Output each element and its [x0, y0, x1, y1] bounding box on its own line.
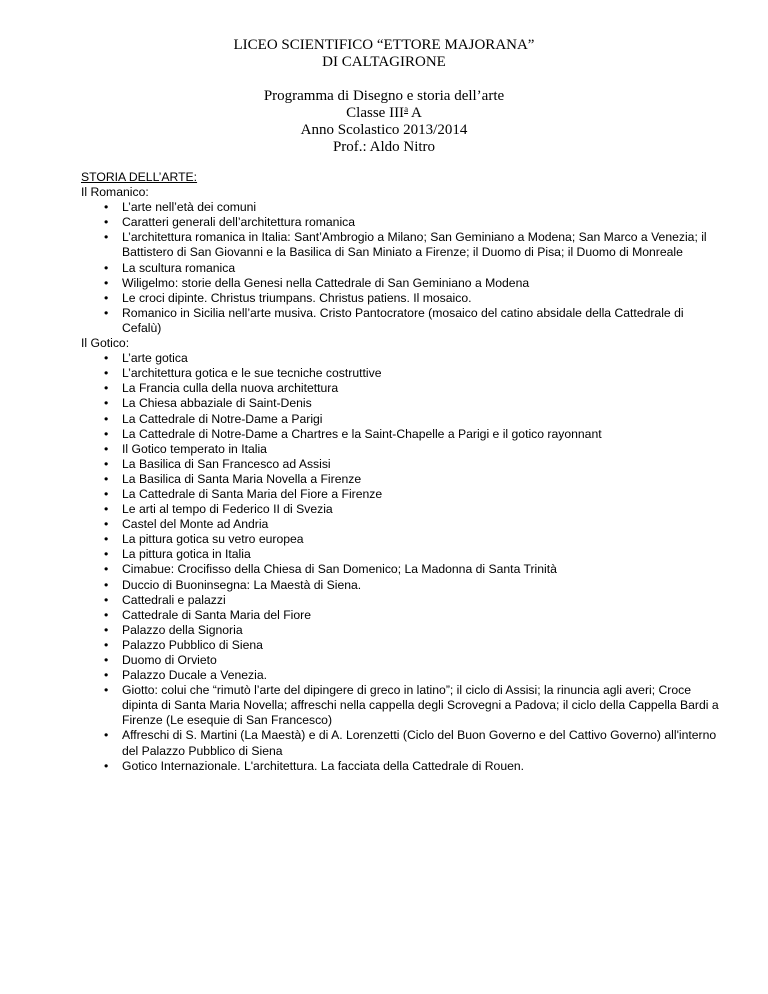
group-title: Il Gotico:	[81, 336, 130, 351]
bullet-icon: •	[104, 607, 109, 622]
topic-text: L’arte gotica	[122, 351, 188, 366]
bullet-icon: •	[104, 517, 109, 532]
topic-text: La Francia culla della nuova architettura	[122, 381, 339, 396]
bullet-icon: •	[104, 486, 109, 501]
bullet-icon: •	[104, 456, 109, 471]
bullet-icon: •	[104, 758, 109, 773]
bullet-icon: •	[104, 305, 109, 320]
topic-text: L’architettura romanica in Italia: Sant’Ambrogio a Milano; San Geminiano a Modena; San Marco a Venezia; il Battistero di San Giovanni e la Basilica di San Miniato a Firenze; il Duomo di Pisa; il Duomo di Monreale	[122, 230, 707, 260]
topic-list-item	[104, 502, 721, 517]
topic-list	[81, 351, 721, 774]
topic-text: La Basilica di San Francesco ad Assisi	[122, 456, 331, 471]
topic-list-item	[104, 577, 721, 593]
bullet-icon: •	[104, 381, 109, 396]
topic-list-item	[104, 728, 721, 758]
topic-list-item	[104, 607, 721, 623]
program-title: Programma di Disegno e storia dell’arte	[263, 88, 505, 104]
topic-list-item	[104, 215, 721, 230]
bullet-icon: •	[104, 396, 109, 411]
school-name-line1: LICEO SCIENTIFICO “ETTORE MAJORANA”	[233, 37, 535, 53]
topic-list-item	[104, 758, 721, 774]
bullet-icon: •	[104, 547, 109, 562]
bullet-icon: •	[104, 351, 109, 366]
bullet-icon: •	[104, 260, 109, 275]
topic-list-item	[104, 351, 721, 366]
bullet-icon: •	[104, 683, 109, 698]
topic-list-item	[104, 411, 721, 427]
topic-text: Palazzo Ducale a Venezia.	[122, 668, 267, 683]
topic-text: Palazzo Pubblico di Siena	[122, 637, 263, 652]
bullet-icon: •	[104, 426, 109, 441]
topic-text: La Cattedrale di Santa Maria del Fiore a Firenze	[122, 486, 383, 501]
topic-list-item	[104, 562, 721, 577]
bullet-icon: •	[104, 290, 109, 305]
document-body	[81, 170, 721, 774]
topic-text: Le croci dipinte. Christus triumpans. Christus patiens. Il mosaico.	[122, 290, 472, 305]
school-year: Anno Scolastico 2013/2014	[300, 122, 468, 138]
bullet-icon: •	[104, 577, 109, 592]
topic-text: La Cattedrale di Notre-Dame a Parigi	[122, 411, 323, 426]
topic-groups	[81, 185, 721, 774]
topic-list	[81, 200, 721, 336]
class-line	[0, 105, 768, 122]
bullet-icon: •	[104, 441, 109, 456]
topic-list-item	[104, 456, 721, 472]
topic-list-item	[104, 471, 721, 487]
topic-text: La Chiesa abbaziale di Saint-Denis	[122, 396, 312, 411]
topic-text: L’arte nell’età dei comuni	[122, 200, 257, 215]
topic-text: Wiligelmo: storie della Genesi nella Cattedrale di San Geminiano a Modena	[122, 275, 530, 290]
class-suffix: A	[408, 105, 422, 121]
topic-text: Cimabue: Crocifisso della Chiesa di San Domenico; La Madonna di Santa Trinità	[122, 562, 557, 577]
topic-list-item	[104, 200, 721, 215]
topic-list-item	[104, 366, 721, 381]
topic-list-item	[104, 381, 721, 396]
teacher-name: Prof.: Aldo Nitro	[332, 139, 436, 155]
topic-list-item	[104, 532, 721, 547]
class-prefix: Classe III	[346, 105, 405, 121]
topic-list-item	[104, 290, 721, 306]
topic-text: Cattedrale di Santa Maria del Fiore	[122, 607, 312, 622]
topic-list-item	[104, 426, 721, 442]
topic-text: Le arti al tempo di Federico II di Svezia	[122, 502, 333, 517]
topic-list-item	[104, 305, 721, 336]
topic-list-item	[104, 592, 721, 608]
topic-list-item	[104, 683, 721, 728]
topic-list-item	[104, 622, 721, 638]
group-title: Il Romanico:	[81, 185, 149, 200]
bullet-icon: •	[104, 637, 109, 652]
bullet-icon: •	[104, 653, 109, 667]
topic-text: La Basilica di Santa Maria Novella a Firenze	[122, 471, 362, 486]
bullet-icon: •	[104, 215, 109, 230]
bullet-icon: •	[104, 411, 109, 426]
bullet-icon: •	[104, 366, 109, 381]
topic-list-item	[104, 517, 721, 532]
topic-text: Duomo di Orvieto	[122, 653, 217, 667]
topic-text: Duccio di Buoninsegna: La Maestà di Siena.	[122, 577, 362, 592]
section-title: STORIA DELL’ARTE:	[81, 170, 198, 184]
bullet-icon: •	[104, 502, 109, 517]
topic-text: Cattedrali e palazzi	[122, 592, 226, 607]
topic-list-item	[104, 441, 721, 457]
document-header	[0, 37, 768, 156]
topic-list-item	[104, 547, 721, 562]
bullet-icon: •	[104, 200, 109, 215]
topic-list-item	[104, 668, 721, 683]
topic-text: Giotto: colui che “rimutò l’arte del dipingere di greco in latino”; il ciclo di Assisi; la rinuncia agli averi; Croce dipinta di Santa Maria Novella; affreschi nella cappella degli Scrovegni a Padova; il ciclo della Cappella Bardi a Firenze (Le esequie di San Francesco)	[122, 683, 719, 728]
bullet-icon: •	[104, 275, 109, 290]
topic-list-item	[104, 653, 721, 668]
bullet-icon: •	[104, 728, 109, 743]
bullet-icon: •	[104, 471, 109, 486]
topic-text: La pittura gotica su vetro europea	[122, 532, 304, 547]
topic-list-item	[104, 486, 721, 502]
topic-text: Romanico in Sicilia nell’arte musiva. Cristo Pantocratore (mosaico del catino absidale della Cattedrale di Cefalù)	[122, 305, 684, 335]
bullet-icon: •	[104, 592, 109, 607]
topic-text: Il Gotico temperato in Italia	[122, 441, 267, 456]
class-superscript: a	[404, 104, 409, 114]
topic-list-item	[104, 637, 721, 653]
topic-list-item	[104, 275, 721, 291]
bullet-icon: •	[104, 562, 109, 577]
bullet-icon: •	[104, 668, 109, 683]
school-name-line2: DI CALTAGIRONE	[322, 54, 446, 70]
topic-text: L’architettura gotica e le sue tecniche costruttive	[122, 366, 382, 381]
topic-text: La Cattedrale di Notre-Dame a Chartres e la Saint-Chapelle a Parigi e il gotico rayonnant	[122, 426, 602, 441]
topic-text: La scultura romanica	[122, 260, 236, 275]
topic-list-item	[104, 230, 721, 260]
topic-text: Affreschi di S. Martini (La Maestà) e di A. Lorenzetti (Ciclo del Buon Governo e del Cattivo Governo) all'interno del Palazzo Pubblico di Siena	[122, 728, 717, 758]
topic-text: Palazzo della Signoria	[122, 622, 243, 637]
bullet-icon: •	[104, 532, 109, 547]
topic-text: Caratteri generali dell’architettura romanica	[122, 215, 356, 230]
bullet-icon: •	[104, 622, 109, 637]
topic-text: Castel del Monte ad Andria	[122, 517, 269, 532]
topic-list-item	[104, 260, 721, 276]
topic-text: La pittura gotica in Italia	[122, 547, 251, 562]
bullet-icon: •	[104, 230, 109, 245]
topic-text: Gotico Internazionale. L'architettura. La facciata della Cattedrale di Rouen.	[122, 758, 525, 773]
topic-list-item	[104, 396, 721, 411]
